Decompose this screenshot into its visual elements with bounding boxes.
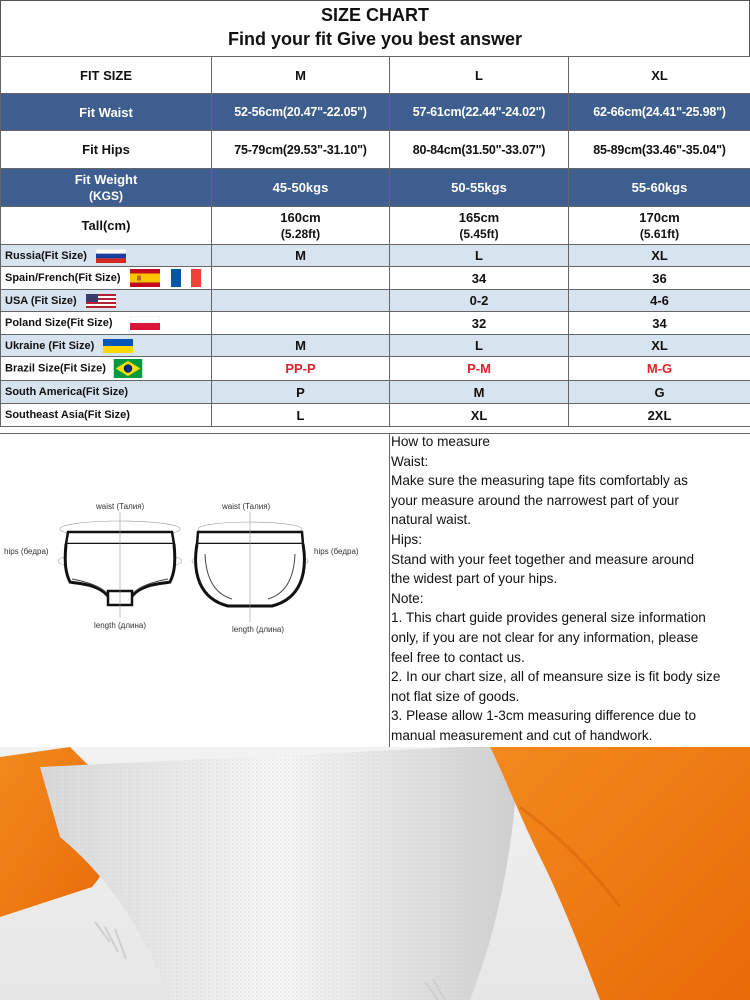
row-label <box>1 312 212 335</box>
cell-value: 50-55kgs <box>390 169 569 207</box>
chart-header <box>0 0 750 57</box>
cell-value: M-G <box>569 357 750 381</box>
usa-flag-icon <box>86 294 116 308</box>
tall-ft: (5.28ft) <box>280 227 321 241</box>
table-row-southeast-asia <box>1 404 750 427</box>
cell-value: M <box>212 245 390 267</box>
row-label <box>1 290 212 312</box>
table-row-weight <box>1 169 750 207</box>
france-flag-icon <box>171 269 201 287</box>
row-label: Southeast Asia(Fit Size) <box>1 404 212 427</box>
howto-line: feel free to contact us. <box>391 649 525 665</box>
table-row-hips <box>1 131 750 169</box>
howto-line: 3. Please allow 1-3cm measuring difference due to <box>391 708 697 724</box>
chart-title: SIZE CHART <box>321 5 429 25</box>
cell-value: 57-61cm(22.44"-24.02") <box>390 94 569 131</box>
howto-line: the widest part of your hips. <box>391 571 558 587</box>
table-row-brazil <box>1 357 750 381</box>
ukraine-flag-icon <box>103 339 133 353</box>
region-label: Russia(Fit Size) <box>5 249 87 262</box>
cell-value: XL <box>569 245 750 267</box>
cell-value: 85-89cm(33.46"-35.04") <box>569 131 750 169</box>
region-label: USA (Fit Size) <box>5 294 77 307</box>
howto-line: 2. In our chart size, all of meansure size is fit body size <box>391 669 721 685</box>
cell-value: 36 <box>569 267 750 290</box>
spain-flag-icon <box>130 269 160 287</box>
table-header-row <box>1 57 750 94</box>
cell-value: XL <box>569 335 750 357</box>
cell-value <box>212 207 390 245</box>
howto-line: only, if you are not clear for any information, please <box>391 629 699 645</box>
cell-value <box>212 312 390 335</box>
column-header: FIT SIZE <box>1 57 212 94</box>
waist-label-front: waist (Талия) <box>96 502 145 511</box>
cell-value: 55-60kgs <box>569 169 750 207</box>
cell-value <box>569 207 750 245</box>
brazil-flag-icon <box>113 359 143 378</box>
tall-ft: (5.61ft) <box>639 227 680 241</box>
tall-cm: 160cm <box>280 210 321 225</box>
cell-value: 80-84cm(31.50"-33.07") <box>390 131 569 169</box>
column-header: M <box>212 57 390 94</box>
poland-flag-icon <box>130 316 160 330</box>
cell-value <box>212 267 390 290</box>
howto-line: natural waist. <box>391 512 472 528</box>
region-label: Poland Size(Fit Size) <box>5 316 113 329</box>
howto-line: manual measurement and cut of handwork. <box>391 727 653 743</box>
size-table <box>0 56 750 427</box>
howto-line: your measure around the narrowest part of your <box>391 492 679 508</box>
row-label: South America(Fit Size) <box>1 381 212 404</box>
cell-value: 75-79cm(29.53"-31.10") <box>212 131 390 169</box>
chart-subtitle: Find your fit Give you best answer <box>227 29 523 49</box>
length-label-back: length (длина) <box>232 625 285 634</box>
how-to-measure-text <box>391 434 748 748</box>
row-label: Fit Hips <box>1 131 212 169</box>
russia-flag-icon <box>96 249 126 263</box>
measure-section <box>0 433 750 748</box>
region-label: Brazil Size(Fit Size) <box>5 362 106 375</box>
cell-value: 52-56cm(20.47"-22.05") <box>212 94 390 131</box>
column-header: XL <box>569 57 750 94</box>
table-row-russia <box>1 245 750 267</box>
cell-value: P-M <box>390 357 569 381</box>
howto-line: Waist: <box>391 453 429 469</box>
table-row-south-america <box>1 381 750 404</box>
row-label-line1: Fit Weight <box>74 172 138 187</box>
cell-value: M <box>212 335 390 357</box>
howto-line: Stand with your feet together and measure around <box>391 551 695 567</box>
cell-value: 45-50kgs <box>212 169 390 207</box>
row-label <box>1 335 212 357</box>
cell-value: 4-6 <box>569 290 750 312</box>
cell-value: 34 <box>569 312 750 335</box>
row-label: Fit Waist <box>1 94 212 131</box>
orange-fabric-image <box>0 747 750 1000</box>
table-row-usa <box>1 290 750 312</box>
hips-label-back: hips (бедра) <box>314 547 359 556</box>
measurement-diagram <box>0 434 390 748</box>
cell-value: L <box>212 404 390 427</box>
cell-value: L <box>390 335 569 357</box>
region-label: Spain/French(Fit Size) <box>5 271 121 284</box>
tall-cm: 165cm <box>458 210 500 225</box>
underwear-outline-illustration <box>0 434 389 748</box>
hips-label-front: hips (бедра) <box>4 547 49 556</box>
table-row-waist <box>1 94 750 131</box>
column-header: L <box>390 57 569 94</box>
cell-value <box>212 290 390 312</box>
waist-label-back: waist (Талия) <box>222 502 271 511</box>
cell-value: PP-P <box>212 357 390 381</box>
row-label <box>1 267 212 290</box>
tall-cm: 170cm <box>639 210 680 225</box>
cell-value: P <box>212 381 390 404</box>
cell-value: G <box>569 381 750 404</box>
table-row-spain-france <box>1 267 750 290</box>
cell-value: XL <box>390 404 569 427</box>
length-label-front: length (длина) <box>94 621 147 630</box>
row-label <box>1 357 212 381</box>
row-label-line2: (KGS) <box>89 189 123 203</box>
cell-value: 2XL <box>569 404 750 427</box>
region-label: Ukraine (Fit Size) <box>5 339 95 352</box>
cell-value: 62-66cm(24.41"-25.98") <box>569 94 750 131</box>
row-label <box>1 169 212 207</box>
cell-value: L <box>390 245 569 267</box>
howto-line: Make sure the measuring tape fits comfortably as <box>391 473 688 489</box>
howto-line: Hips: <box>391 531 422 547</box>
howto-line: Note: <box>391 590 424 606</box>
row-label <box>1 245 212 267</box>
howto-line: 1. This chart guide provides general size information <box>391 610 706 626</box>
tall-ft: (5.45ft) <box>459 227 499 241</box>
cell-value: 34 <box>390 267 569 290</box>
howto-line: not flat size of goods. <box>391 688 520 704</box>
howto-line: How to measure <box>391 434 490 449</box>
table-row-ukraine <box>1 335 750 357</box>
cell-value: M <box>390 381 569 404</box>
table-row-tall <box>1 207 750 245</box>
table-row-poland <box>1 312 750 335</box>
cell-value: 0-2 <box>390 290 569 312</box>
row-label: Tall(cm) <box>1 207 212 245</box>
product-photo <box>0 747 750 1000</box>
cell-value <box>390 207 569 245</box>
cell-value: 32 <box>390 312 569 335</box>
